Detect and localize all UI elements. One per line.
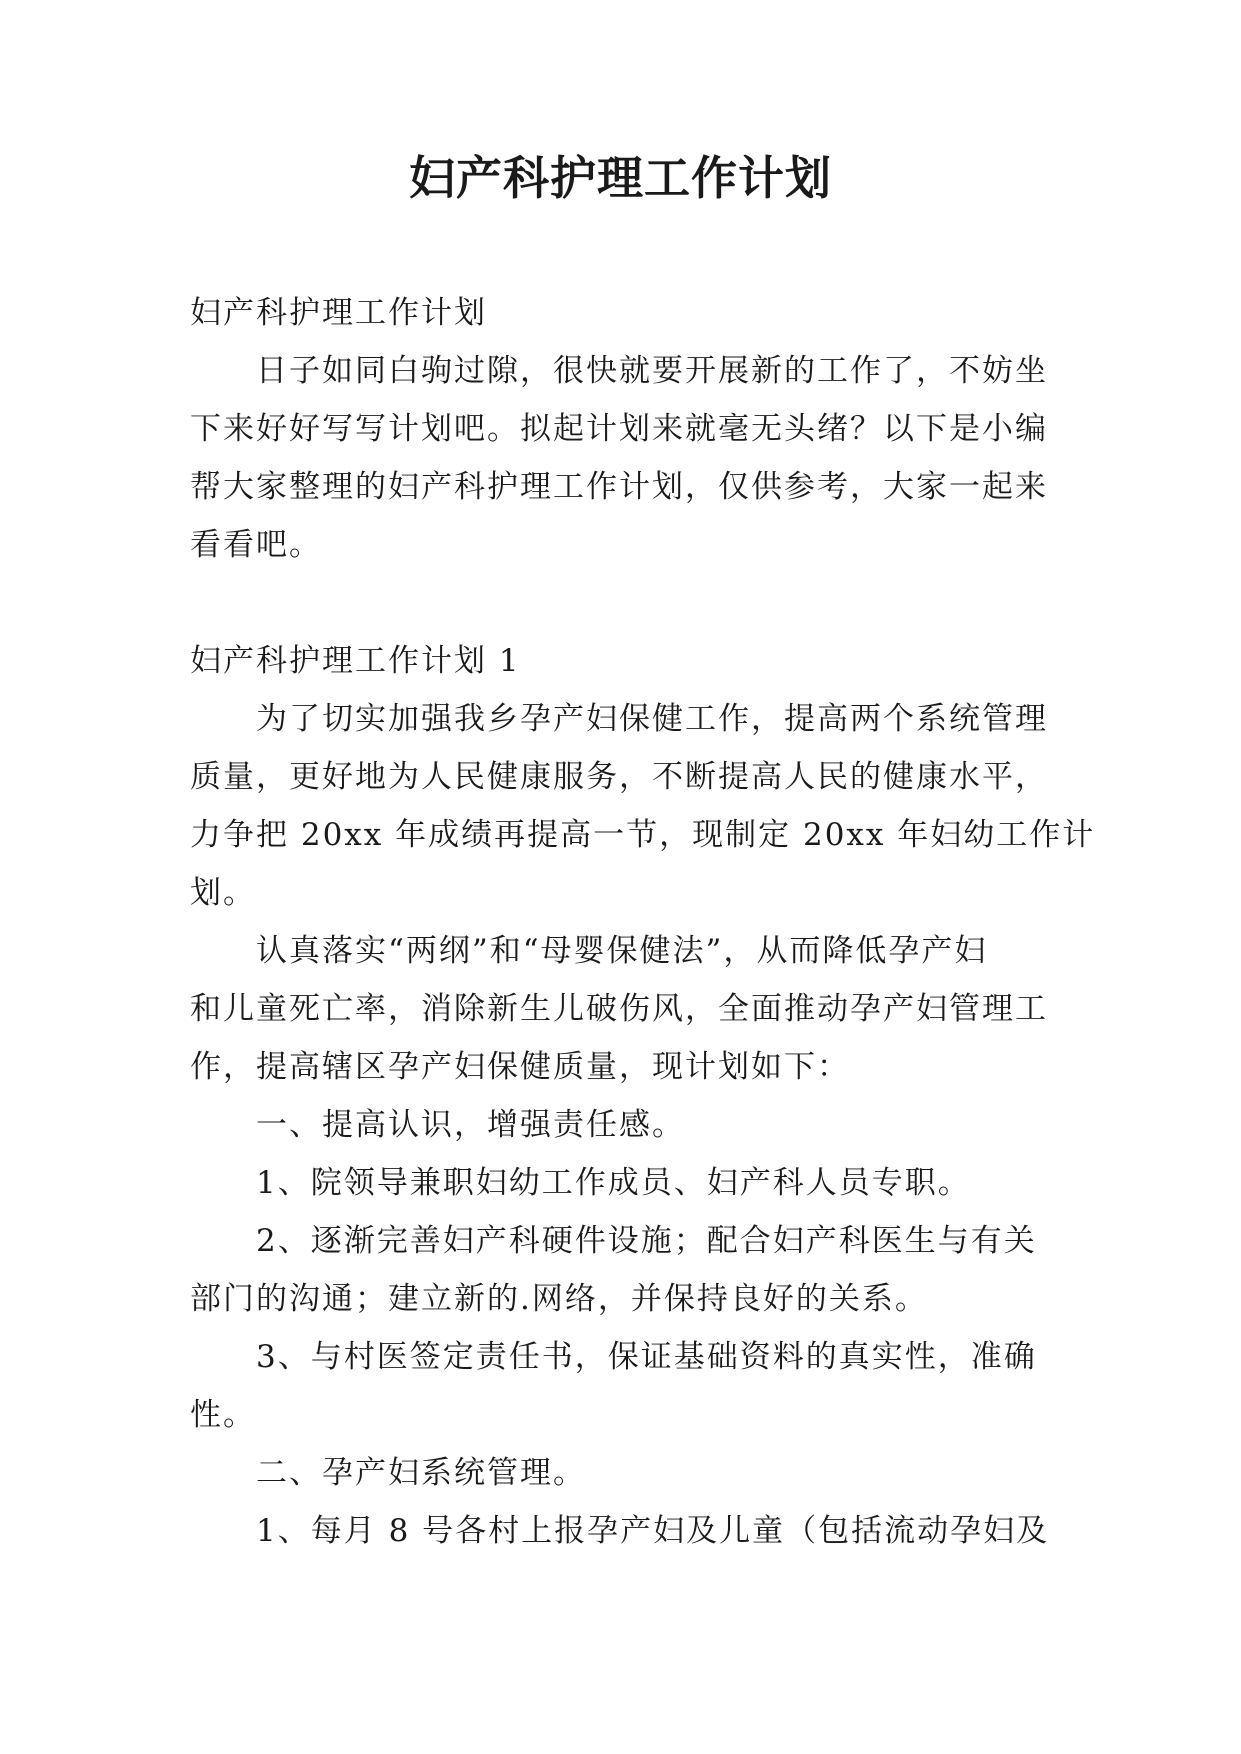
paragraph-line: 日子如同白驹过隙，很快就要开展新的工作了，不妨坐 [256, 353, 1048, 389]
paragraph-1 [190, 690, 1096, 922]
intro-paragraph [190, 342, 1050, 574]
section-heading: 妇产科护理工作计划 [190, 295, 487, 331]
paragraph-2 [190, 922, 1050, 1096]
paragraph-line: 看看吧。 [190, 527, 322, 563]
paragraph-line: 部门的沟通；建立新的.网络，并保持良好的关系。 [190, 1281, 928, 1317]
paragraph-line: 质量，更好地为人民健康服务，不断提高人民的健康水平， [190, 759, 1048, 795]
paragraph-line: 认真落实“两纲”和“母婴保健法”，从而降低孕产妇 [256, 933, 988, 969]
item-heading-2: 二、孕产妇系统管理。 [256, 1455, 586, 1491]
list-item [190, 1328, 1050, 1444]
list-item [190, 1212, 1050, 1328]
paragraph-line: 2、逐渐完善妇产科硬件设施；配合妇产科医生与有关 [256, 1223, 1037, 1259]
paragraph-line: 下来好好写写计划吧。拟起计划来就毫无头绪？以下是小编 [190, 411, 1048, 447]
paragraph-line: 性。 [190, 1397, 256, 1433]
paragraph-line: 帮大家整理的妇产科护理工作计划，仅供参考，大家一起来 [190, 469, 1048, 505]
list-item: 1、每月 8 号各村上报孕产妇及儿童（包括流动孕妇及 [256, 1513, 1050, 1549]
paragraph-line: 划。 [190, 875, 256, 911]
list-item: 1、院领导兼职妇幼工作成员、妇产科人员专职。 [256, 1165, 971, 1201]
paragraph-line: 作，提高辖区孕产妇保健质量，现计划如下： [190, 1049, 850, 1085]
paragraph-line: 力争把 20xx 年成绩再提高一节，现制定 20xx 年妇幼工作计 [190, 817, 1096, 853]
item-heading-1: 一、提高认识，增强责任感。 [256, 1107, 685, 1143]
document-title: 妇产科护理工作计划 [409, 151, 832, 205]
section-1-heading: 妇产科护理工作计划 1 [190, 643, 521, 679]
document-body [190, 284, 1096, 1560]
paragraph-line: 为了切实加强我乡孕产妇保健工作，提高两个系统管理 [256, 701, 1048, 737]
paragraph-line: 3、与村医签定责任书，保证基础资料的真实性，准确 [256, 1339, 1037, 1375]
blank-line [190, 574, 1050, 632]
paragraph-line: 和儿童死亡率，消除新生儿破伤风，全面推动孕产妇管理工 [190, 991, 1048, 1027]
